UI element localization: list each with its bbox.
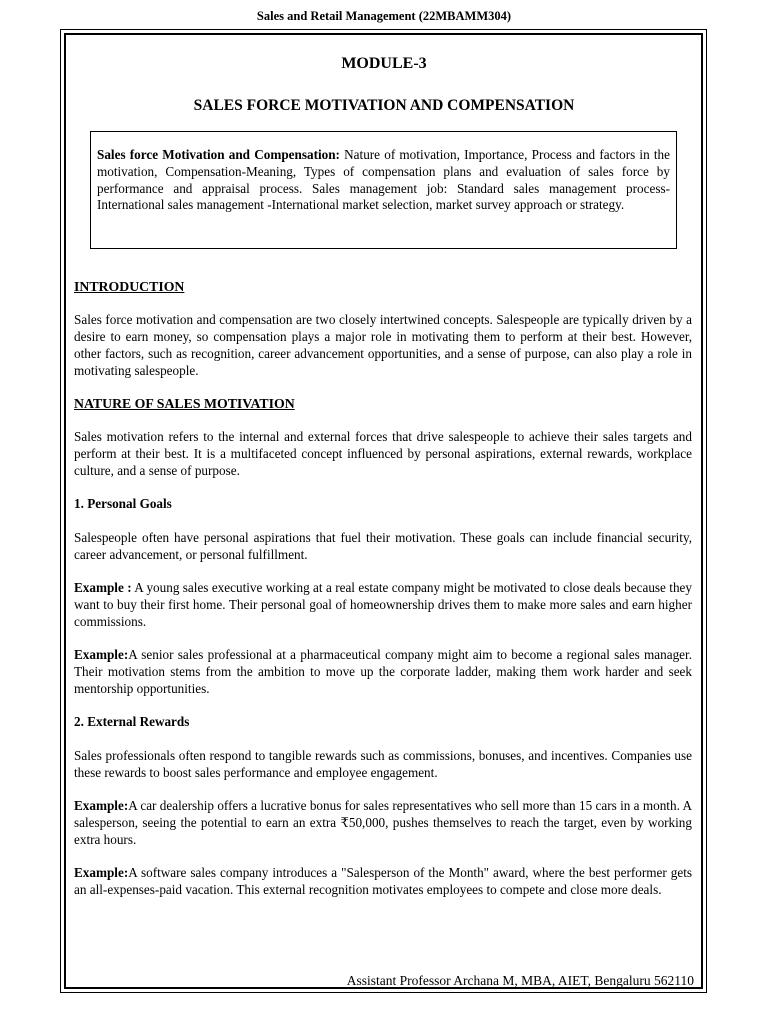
example-label: Example: bbox=[74, 865, 129, 880]
running-header: Sales and Retail Management (22MBAMM304) bbox=[256, 9, 512, 23]
example-label: Example: bbox=[74, 798, 129, 813]
example-text: A car dealership offers a lucrative bonus for sales representatives who sell more than 15 cars in a month. A salesperson, seeing the potential to earn an extra ₹50,000, pushes themselves to reach the target, even by working extra hours. bbox=[74, 798, 692, 847]
body-content bbox=[74, 278, 692, 914]
syllabus-lead: Sales force Motivation and Compensation: bbox=[97, 147, 340, 162]
personal-goals-heading: 1. Personal Goals bbox=[74, 496, 172, 511]
example-text: A software sales company introduces a "Salesperson of the Month" award, where the best performer gets an all-expenses-paid vacation. This external recognition motivates employees to compete and close more deals. bbox=[74, 865, 692, 897]
external-rewards-example-2 bbox=[74, 864, 692, 898]
example-label: Example : bbox=[74, 580, 132, 595]
example-text: A senior sales professional at a pharmaceutical company might aim to become a regional sales manager. Their motivation stems from the ambition to move up the corporate ladder, making them work harder and seek mentorship opportunities. bbox=[74, 647, 692, 696]
personal-goals-paragraph: Salespeople often have personal aspirations that fuel their motivation. These goals can include financial security, career advancement, or personal fulfillment. bbox=[74, 530, 692, 562]
external-rewards-paragraph: Sales professionals often respond to tangible rewards such as commissions, bonuses, and incentives. Companies use these rewards to boost sales performance and employee engagement. bbox=[74, 748, 692, 780]
example-label: Example: bbox=[74, 647, 129, 662]
nature-paragraph: Sales motivation refers to the internal and external forces that drive salespeople to achieve their sales targets and perform at their best. It is a multifaceted concept influenced by personal aspirations, external rewards, workplace culture, and a sense of purpose. bbox=[74, 429, 692, 478]
example-text: A young sales executive working at a real estate company might be motivated to close deals because they want to buy their first home. Their personal goal of homeownership drives them to make more sales and earn higher commissions. bbox=[74, 580, 693, 629]
introduction-paragraph: Sales force motivation and compensation are two closely intertwined concepts. Salespeople are typically driven by a desire to earn money, so compensation plays a major role in motivating them to perform at their best. However, other factors, such as recognition, career advancement opportunities, and a sense of purpose, can also play a role in motivating salespeople. bbox=[74, 312, 692, 378]
page-title: SALES FORCE MOTIVATION AND COMPENSATION bbox=[193, 97, 575, 114]
syllabus-box bbox=[90, 131, 677, 249]
page-footer: Assistant Professor Archana M, MBA, AIET, Bengaluru 562110 bbox=[346, 973, 694, 988]
nature-heading: NATURE OF SALES MOTIVATION bbox=[74, 396, 295, 411]
personal-goals-example-2 bbox=[74, 646, 692, 697]
personal-goals-example-1 bbox=[74, 579, 692, 630]
syllabus-text: Nature of motivation, Importance, Process and factors in the motivation, Compensation-Meaning, Types of compensation plans and evaluation of sales force by performance and appraisal process. Sales management job: Standard sales management process-International sales management -International market selection, market survey approach or strategy. bbox=[97, 147, 670, 213]
introduction-heading: INTRODUCTION bbox=[74, 279, 185, 294]
module-title: MODULE-3 bbox=[341, 55, 427, 72]
external-rewards-heading: 2. External Rewards bbox=[74, 714, 190, 729]
external-rewards-example-1 bbox=[74, 797, 692, 848]
